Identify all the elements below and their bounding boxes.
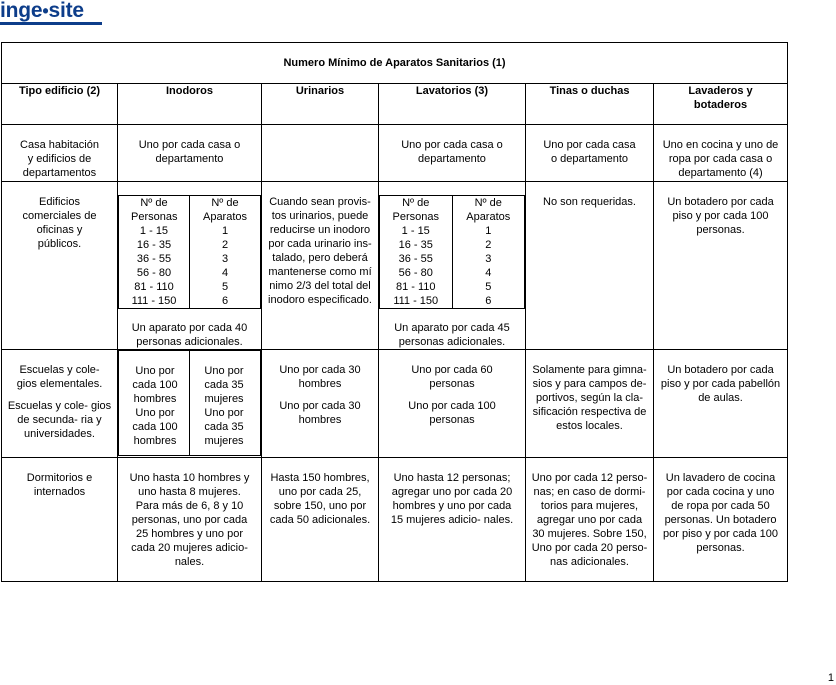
- row2-lavatorios: [379, 182, 526, 350]
- table-row: [2, 458, 788, 582]
- row1-lavaderos: Uno en cocina y uno de ropa por cada casa o departamento (4): [654, 125, 788, 182]
- sanitary-fixtures-table: [1, 42, 788, 582]
- row3-inodoros: [118, 350, 262, 458]
- inodoros-extra: Un aparato por cada 40 personas adicionales.: [131, 322, 248, 348]
- logo-underline: [0, 22, 102, 25]
- header-lavatorios: Lavatorios (3): [379, 84, 526, 125]
- row4-inodoros: Uno hasta 10 hombres y uno hasta 8 mujeres. Para más de 6, 8 y 10 personas, uno por cada 25 hombres y uno por cada 20 mujeres adicio- nales.: [118, 458, 262, 582]
- table-row: [2, 125, 788, 182]
- inodoros-count-col: Nº de Aparatos 1 2 3 4 5 6: [190, 196, 261, 309]
- header-row: [2, 84, 788, 125]
- header-inodoros: Inodoros: [118, 84, 262, 125]
- inodoros-men: Uno por cada 100 hombres Uno por cada 100 hombres: [119, 351, 190, 456]
- inodoros-women: Uno por cada 35 mujeres Uno por cada 35 mujeres: [190, 351, 261, 456]
- row2-tipo: Edificios comerciales de oficinas y públicos.: [2, 182, 118, 350]
- row2-tinas: No son requeridas.: [526, 182, 654, 350]
- ingesite-logo: inge•site: [0, 0, 84, 22]
- header-tinas: Tinas o duchas: [526, 84, 654, 125]
- lavatorios-grid: [379, 195, 525, 309]
- row1-inodoros: Uno por cada casa o departamento: [118, 125, 262, 182]
- row4-lavatorios: Uno hasta 12 personas; agregar uno por cada 20 hombres y uno por cada 15 mujeres adicio- nales.: [379, 458, 526, 582]
- row4-tinas: Uno por cada 12 perso- nas; en caso de dormi- torios para mujeres, agregar uno por cada 30 mujeres. Sobre 150, Uno por cada 20 perso- nas adicionales.: [526, 458, 654, 582]
- inodoros-grid: [118, 195, 261, 309]
- row1-tinas: Uno por cada casa o departamento: [526, 125, 654, 182]
- table-title-cell: [2, 43, 788, 84]
- table-row: [2, 350, 788, 458]
- table-row: [2, 182, 788, 350]
- row3-lavaderos: Un botadero por cada piso y por cada pabellón de aulas.: [654, 350, 788, 458]
- row4-tipo: Dormitorios e internados: [2, 458, 118, 582]
- lavatorios-extra: Un aparato por cada 45 personas adicionales.: [394, 322, 510, 348]
- page-number: 1: [827, 672, 834, 684]
- row3-tinas: Solamente para gimna- sios y para campos de- portivos, según la cla- sificación respectiva de estos locales.: [526, 350, 654, 458]
- header-urinarios: Urinarios: [262, 84, 379, 125]
- row2-inodoros: [118, 182, 262, 350]
- lavatorios-count-col: Nº de Aparatos 1 2 3 4 5 6: [452, 196, 525, 309]
- header-tipo: Tipo edificio (2): [2, 84, 118, 125]
- row4-lavaderos: Un lavadero de cocina por cada cocina y uno de ropa por cada 50 personas. Un botadero por piso y por cada 100 personas.: [654, 458, 788, 582]
- row2-urinarios: Cuando sean provis- tos urinarios, puede reducirse un inodoro por cada urinario ins- talado, pero deberá mantenerse como mí nimo 2/3 del total del inodoro especificado.: [262, 182, 379, 350]
- row3-lavatorios: Uno por cada 60 personas Uno por cada 100 personas: [379, 350, 526, 458]
- header-lavaderos: Lavaderos y botaderos: [654, 84, 788, 125]
- row3-tipo: Escuelas y cole- gios elementales. Escuelas y cole- gios de secunda- ria y universidades.: [2, 350, 118, 458]
- row4-urinarios: Hasta 150 hombres, uno por cada 25, sobre 150, uno por cada 50 adicionales.: [262, 458, 379, 582]
- table-title: Numero Mínimo de Aparatos Sanitarios (1): [283, 57, 506, 69]
- inodoros-split: [118, 350, 261, 456]
- row2-lavaderos: Un botadero por cada piso y por cada 100 personas.: [654, 182, 788, 350]
- lavatorios-persons-col: Nº de Personas 1 - 15 16 - 35 36 - 55 56 - 80 81 - 110 111 - 150: [380, 196, 453, 309]
- row1-tipo: Casa habitación y edificios de departamentos: [2, 125, 118, 182]
- row1-lavatorios: Uno por cada casa o departamento: [379, 125, 526, 182]
- row1-urinarios: [262, 125, 379, 182]
- row3-urinarios: Uno por cada 30 hombres Uno por cada 30 hombres: [262, 350, 379, 458]
- inodoros-persons-col: Nº de Personas 1 - 15 16 - 35 36 - 55 56 - 80 81 - 110 111 - 150: [119, 196, 190, 309]
